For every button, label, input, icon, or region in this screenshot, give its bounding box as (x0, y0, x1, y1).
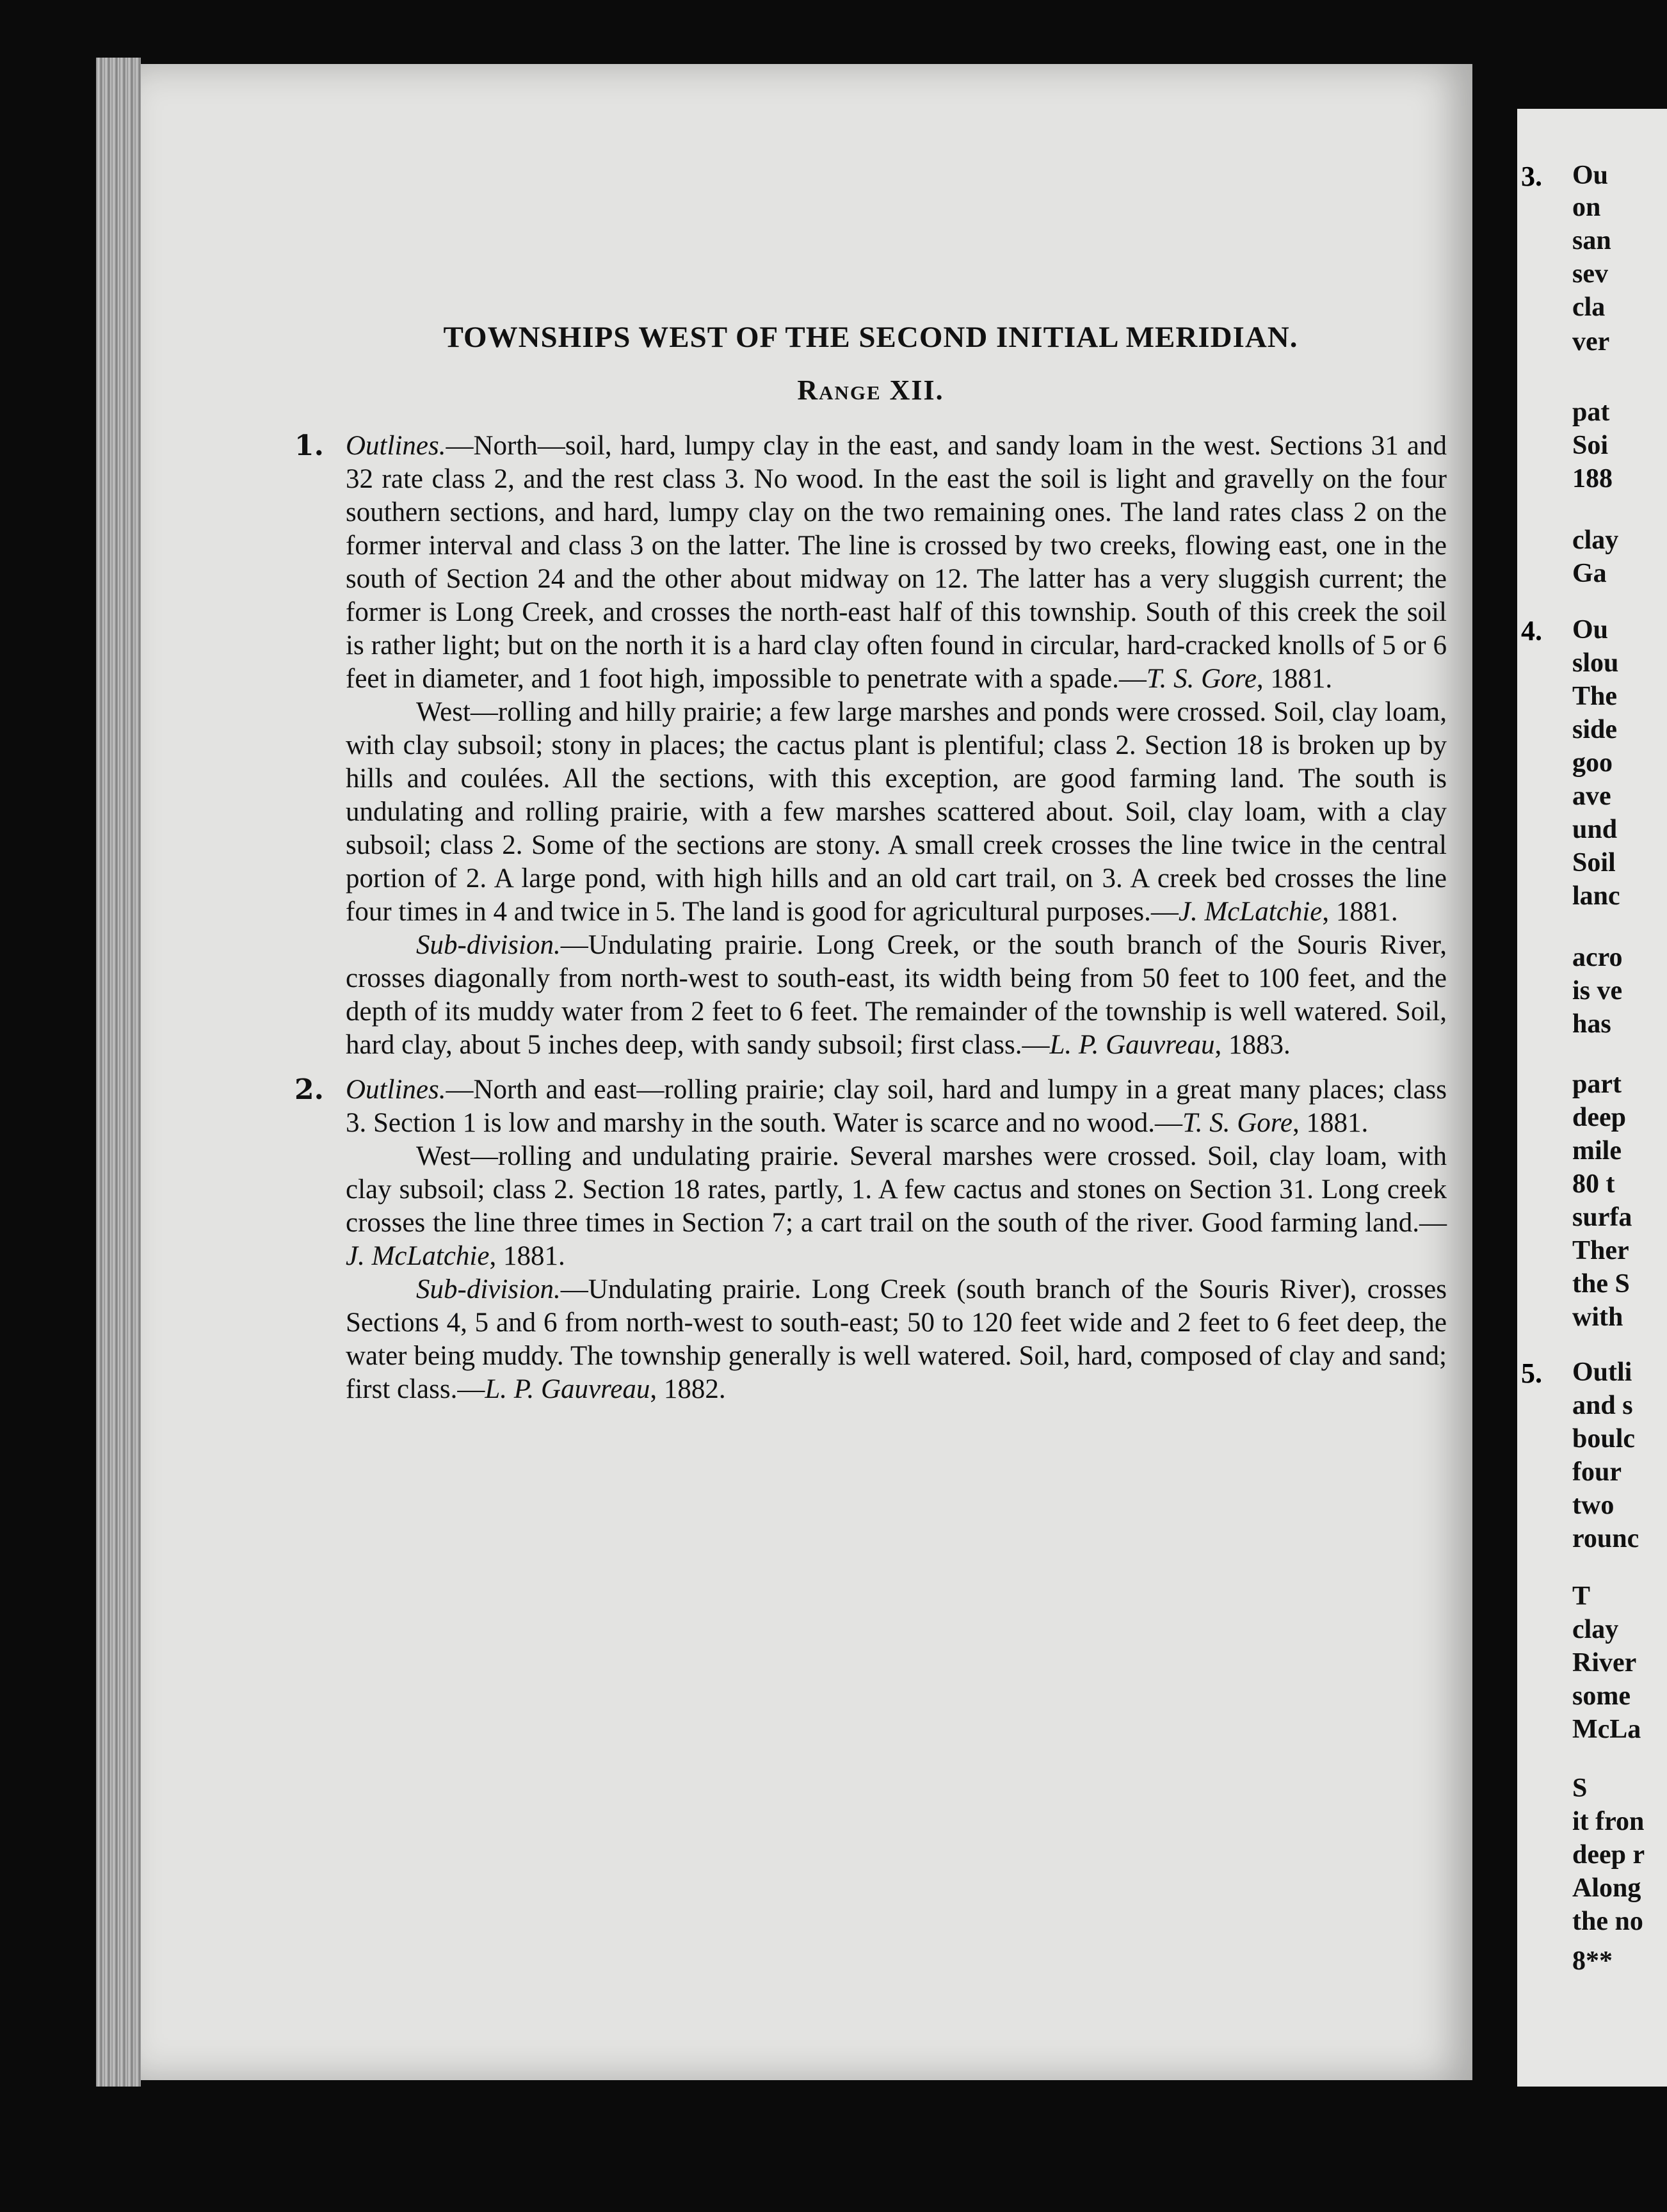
facing-page-line: The (1572, 682, 1618, 711)
facing-page-line: S (1572, 1774, 1588, 1803)
facing-page-line: deep r (1572, 1840, 1645, 1870)
facing-page-line: boulc (1572, 1424, 1636, 1454)
facing-page-line: has (1572, 1009, 1611, 1039)
facing-page-entry-number: 5. (1521, 1358, 1542, 1389)
facing-page-line: the no (1572, 1907, 1643, 1936)
facing-page-line: Soil (1572, 848, 1616, 878)
facing-page-line: on (1572, 193, 1601, 222)
facing-page-line: Soi (1572, 431, 1609, 460)
paragraph-text: —North and east—rolling prairie; clay soil, hard and lumpy in a great many places; class 3. Section 1 is low and marshy in the south. Water is scarce and no wood.— (346, 1075, 1447, 1138)
range-heading: Range XII. (797, 374, 944, 406)
entry-number: 2. (294, 1073, 324, 1106)
facing-page-line: 188 (1572, 464, 1613, 493)
author: T. S. Gore (1182, 1108, 1293, 1138)
facing-page-line: side (1572, 715, 1618, 744)
facing-page-line: ver (1572, 327, 1610, 357)
year: , 1881. (1293, 1108, 1369, 1138)
paragraph-text: —Undulating prairie. Long Creek, or the south branch of the Souris River, crosses diagonally from north-west to south-east, its width being from 50 feet to 100 feet, and the depth of its muddy water from 2 feet to 6 feet. The remainder of the township is well watered. Soil, hard clay, about 5 inches deep, with sandy subsoil; first class.— (346, 930, 1447, 1060)
facing-page-line: 8** (1572, 1946, 1613, 1976)
author: T. S. Gore (1146, 664, 1257, 694)
facing-page (1517, 109, 1667, 2087)
facing-page-line: goo (1572, 748, 1613, 778)
facing-page-line: some (1572, 1681, 1631, 1711)
facing-page-line: san (1572, 226, 1611, 255)
facing-page-line: River (1572, 1648, 1637, 1678)
paragraph (346, 429, 1447, 696)
year: , 1881. (1322, 897, 1398, 927)
year: , 1882. (650, 1374, 726, 1404)
facing-page-line: deep (1572, 1103, 1626, 1132)
facing-page-line: McLa (1572, 1715, 1641, 1744)
year: , 1883. (1214, 1030, 1291, 1060)
facing-page-line: mile (1572, 1136, 1622, 1166)
facing-page-line: is ve (1572, 976, 1623, 1006)
paragraph-text: West—rolling and hilly prairie; a few large marshes and ponds were crossed. Soil, clay loam, with clay subsoil; stony in places; the cactus plant is plentiful; class 2. Section 18 is broken up by hills and coulées. All the sections, with this exception, are good farming land. The south is undulating and rolling prairie, with a few marshes scattered about. Soil, clay loam, with a clay subsoil; class 2. Some of the sections are stony. A small creek crosses the line twice in the central portion of 2. A large pond, with high hills and an old cart trail, on 3. A creek bed crosses the line four times in 4 and twice in 5. The land is good for agricultural purposes.— (346, 697, 1447, 927)
facing-page-line: and s (1572, 1391, 1633, 1420)
facing-page-line: surfa (1572, 1203, 1632, 1232)
facing-page-line: lanc (1572, 881, 1620, 911)
facing-page-line: pat (1572, 397, 1610, 427)
facing-page-entry-number: 3. (1521, 161, 1542, 192)
paragraph (346, 1073, 1447, 1140)
facing-page-line: it fron (1572, 1807, 1645, 1836)
paragraph-text: —Undulating prairie. Long Creek (south branch of the Souris River), crosses Sections 4, 5 and 6 from north-west to south-east; 50 to 120 feet wide and 2 feet to 6 feet deep, the water being muddy. The township generally is well watered. Soil, hard, composed of clay and sand; first class.— (346, 1274, 1447, 1404)
facing-page-line: ave (1572, 781, 1611, 811)
facing-page-line: 80 t (1572, 1169, 1615, 1199)
facing-page-line: rounc (1572, 1524, 1639, 1553)
facing-page-line: Along (1572, 1873, 1641, 1903)
facing-page-line: clay (1572, 525, 1619, 555)
paragraph (346, 929, 1447, 1062)
year: , 1881. (1256, 664, 1333, 694)
author: L. P. Gauvreau (1049, 1030, 1215, 1060)
facing-page-line: Ou (1572, 161, 1609, 190)
page-title: TOWNSHIPS WEST OF THE SECOND INITIAL MERIDIAN. (443, 321, 1298, 354)
paragraph (346, 1140, 1447, 1273)
facing-page-line: sev (1572, 259, 1608, 289)
page-edge (96, 58, 141, 2087)
paragraph-label: Sub-division. (416, 1274, 561, 1304)
paragraph (346, 1273, 1447, 1406)
facing-page-line: four (1572, 1457, 1622, 1487)
facing-page-line: acro (1572, 943, 1623, 972)
author: J. McLatchie (1178, 897, 1323, 927)
paragraph (346, 696, 1447, 929)
facing-page-line: Outli (1572, 1358, 1632, 1387)
facing-page-entry-number: 4. (1521, 615, 1542, 646)
township-entry-2 (294, 1073, 1447, 1406)
paragraph-label: Outlines. (346, 1075, 446, 1105)
entry-number: 1. (294, 429, 324, 462)
facing-page-line: T (1572, 1582, 1591, 1611)
paragraph-text: —North—soil, hard, lumpy clay in the east, and sandy loam in the west. Sections 31 and 32 rate class 2, and the rest class 3. No wood. In the east the soil is light and gravelly on the four southern sections, and hard, lumpy clay on the two remaining ones. The land rates class 2 on the former interval and class 3 on the latter. The line is crossed by two creeks, flowing east, one in the south of Section 24 and the other about midway on 12. The latter has a very sluggish current; the former is Long Creek, and crosses the north-east half of this township. South of this creek the soil is rather light; but on the north it is a hard clay often found in circular, hard-cracked knolls of 5 or 6 feet in diameter, and 1 foot high, impossible to penetrate with a spade.— (346, 431, 1447, 694)
facing-page-line: Ga (1572, 559, 1607, 588)
author: L. P. Gauvreau (485, 1374, 650, 1404)
facing-page-line: cla (1572, 293, 1606, 322)
page-content (294, 320, 1447, 1418)
author: J. McLatchie (346, 1241, 490, 1271)
facing-page-line: Ther (1572, 1236, 1629, 1265)
facing-page-line: two (1572, 1491, 1615, 1520)
facing-page-line: part (1572, 1070, 1622, 1099)
facing-page-line: slou (1572, 648, 1619, 678)
facing-page-line: Ou (1572, 615, 1609, 645)
paragraph-text: West—rolling and undulating prairie. Several marshes were crossed. Soil, clay loam, with clay subsoil; class 2. Section 18 rates, partly, 1. A few cactus and stones on Section 31. Long creek crosses the line three times in Section 7; a cart trail on the south of the river. Good farming land.— (346, 1141, 1447, 1238)
paragraph-label: Sub-division. (416, 930, 561, 960)
year: , 1881. (489, 1241, 565, 1271)
paragraph-label: Outlines. (346, 431, 446, 461)
facing-page-line: the S (1572, 1269, 1630, 1299)
facing-page-line: with (1572, 1302, 1623, 1332)
facing-page-line: und (1572, 815, 1618, 844)
facing-page-line: clay (1572, 1615, 1619, 1644)
township-entry-1 (294, 429, 1447, 1062)
